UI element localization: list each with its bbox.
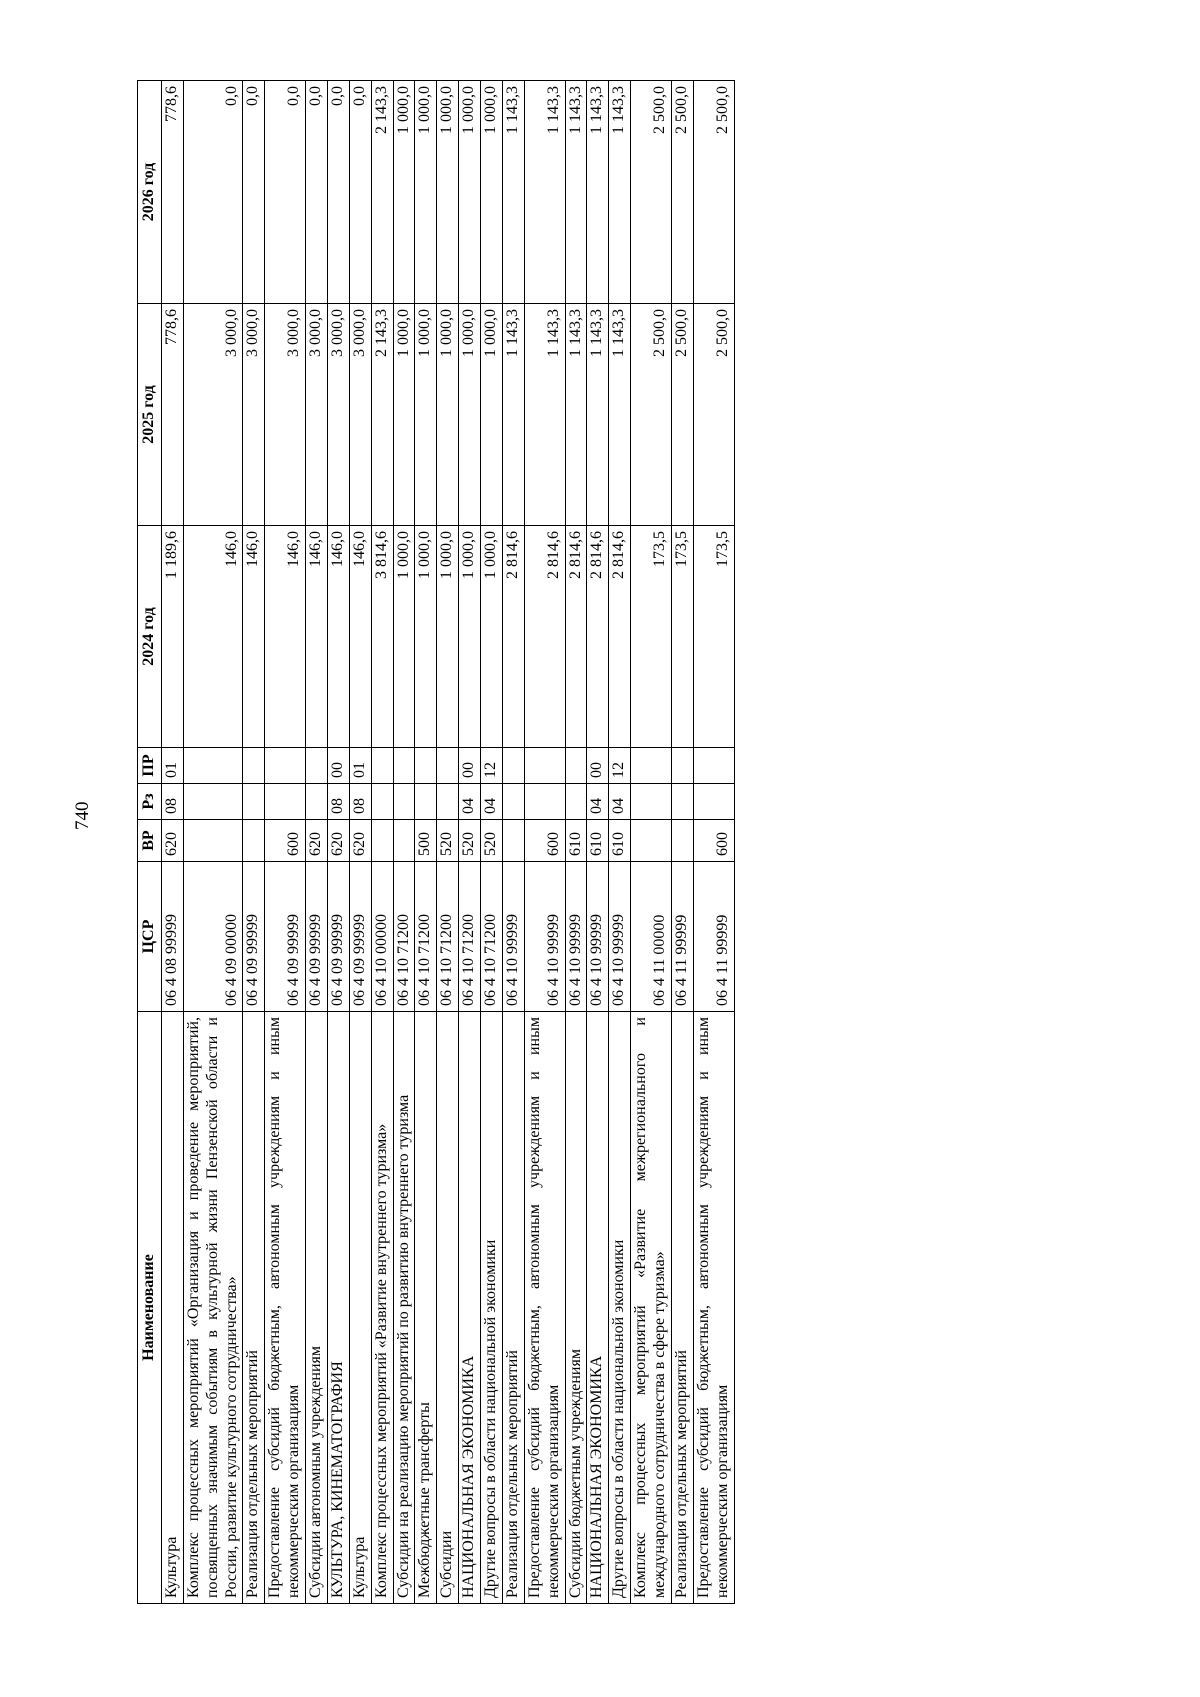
cell-vr: 620 — [349, 820, 371, 862]
cell-csr: 06 4 09 99999 — [306, 862, 328, 1012]
cell-pr — [524, 748, 565, 784]
cell-2026: 1 143,3 — [587, 81, 609, 304]
cell-2024: 1 189,6 — [161, 526, 183, 748]
cell-2024: 2 814,6 — [502, 526, 524, 748]
cell-2025: 2 500,0 — [631, 304, 672, 526]
cell-csr: 06 4 11 99999 — [693, 862, 734, 1012]
cell-vr: 620 — [161, 820, 183, 862]
header-2026: 2026 год — [138, 81, 162, 304]
cell-csr: 06 4 10 71200 — [459, 862, 481, 1012]
cell-2026: 0,0 — [327, 81, 349, 304]
cell-rz — [693, 784, 734, 820]
cell-name: Межбюджетные трансферты — [415, 1012, 437, 1604]
cell-name: Другие вопросы в области национальной экономики — [609, 1012, 631, 1604]
cell-vr — [243, 820, 265, 862]
cell-2026: 1 143,3 — [609, 81, 631, 304]
cell-2024: 1 000,0 — [459, 526, 481, 748]
cell-pr: 12 — [481, 748, 503, 784]
cell-2026: 0,0 — [349, 81, 371, 304]
cell-rz: 08 — [327, 784, 349, 820]
header-2025: 2025 год — [138, 304, 162, 526]
cell-pr: 12 — [609, 748, 631, 784]
cell-2024: 1 000,0 — [481, 526, 503, 748]
cell-2026: 2 500,0 — [693, 81, 734, 304]
cell-rz: 08 — [161, 784, 183, 820]
cell-2025: 778,6 — [161, 304, 183, 526]
cell-pr: 01 — [349, 748, 371, 784]
cell-2025: 1 143,3 — [609, 304, 631, 526]
cell-csr: 06 4 10 71200 — [481, 862, 503, 1012]
cell-pr — [693, 748, 734, 784]
cell-2025: 2 500,0 — [671, 304, 693, 526]
cell-name: Реализация отдельных мероприятий — [671, 1012, 693, 1604]
cell-2025: 1 000,0 — [459, 304, 481, 526]
cell-2025: 3 000,0 — [265, 304, 306, 526]
cell-2024: 2 814,6 — [587, 526, 609, 748]
cell-2026: 2 500,0 — [631, 81, 672, 304]
cell-2026: 0,0 — [306, 81, 328, 304]
cell-rz — [671, 784, 693, 820]
cell-name: Комплекс процессных мероприятий «Организация и проведение мероприятий, посвященных значимым событиям в культурной жизни Пензенской области и России, развитие культурного сотрудничества» — [183, 1012, 243, 1604]
cell-pr: 00 — [459, 748, 481, 784]
cell-name: Реализация отдельных мероприятий — [502, 1012, 524, 1604]
cell-vr: 600 — [265, 820, 306, 862]
cell-rz — [502, 784, 524, 820]
cell-rz: 04 — [459, 784, 481, 820]
table-header-row — [138, 81, 162, 1604]
page-number: 740 — [72, 801, 93, 830]
cell-csr: 06 4 10 99999 — [565, 862, 587, 1012]
cell-rz — [631, 784, 672, 820]
cell-rz: 08 — [349, 784, 371, 820]
cell-pr: 00 — [327, 748, 349, 784]
cell-csr: 06 4 08 99999 — [161, 862, 183, 1012]
cell-2025: 1 143,3 — [524, 304, 565, 526]
cell-csr: 06 4 09 99999 — [327, 862, 349, 1012]
table-row — [671, 81, 693, 1604]
table-row — [393, 81, 415, 1604]
cell-csr: 06 4 09 99999 — [265, 862, 306, 1012]
cell-2026: 778,6 — [161, 81, 183, 304]
table-row — [587, 81, 609, 1604]
cell-2024: 146,0 — [327, 526, 349, 748]
cell-pr — [437, 748, 459, 784]
header-vr: ВР — [138, 820, 162, 862]
cell-pr — [502, 748, 524, 784]
cell-rz — [183, 784, 243, 820]
cell-2025: 1 000,0 — [437, 304, 459, 526]
table-row — [327, 81, 349, 1604]
cell-name: НАЦИОНАЛЬНАЯ ЭКОНОМИКА — [459, 1012, 481, 1604]
cell-2024: 173,5 — [631, 526, 672, 748]
cell-vr — [631, 820, 672, 862]
table-row — [502, 81, 524, 1604]
cell-rz — [565, 784, 587, 820]
cell-pr — [371, 748, 393, 784]
cell-2024: 2 814,6 — [524, 526, 565, 748]
table-row — [565, 81, 587, 1604]
cell-2025: 3 000,0 — [327, 304, 349, 526]
cell-rz — [393, 784, 415, 820]
cell-name: Субсидии на реализацию мероприятий по развитию внутреннего туризма — [393, 1012, 415, 1604]
cell-vr: 600 — [693, 820, 734, 862]
cell-name: Культура — [161, 1012, 183, 1604]
cell-pr: 00 — [587, 748, 609, 784]
cell-csr: 06 4 10 99999 — [587, 862, 609, 1012]
cell-name: Предоставление субсидий бюджетным, автономным учреждениям и иным некоммерческим организациям — [524, 1012, 565, 1604]
cell-vr: 610 — [565, 820, 587, 862]
cell-2025: 1 000,0 — [415, 304, 437, 526]
cell-2025: 1 000,0 — [481, 304, 503, 526]
table-row — [265, 81, 306, 1604]
cell-2025: 1 143,3 — [502, 304, 524, 526]
cell-rz: 04 — [609, 784, 631, 820]
cell-vr: 520 — [437, 820, 459, 862]
table-row — [349, 81, 371, 1604]
cell-rz — [437, 784, 459, 820]
cell-csr: 06 4 10 99999 — [502, 862, 524, 1012]
cell-2025: 3 000,0 — [243, 304, 265, 526]
cell-pr — [415, 748, 437, 784]
cell-pr — [631, 748, 672, 784]
cell-vr: 600 — [524, 820, 565, 862]
cell-csr: 06 4 11 99999 — [671, 862, 693, 1012]
cell-2026: 1 000,0 — [437, 81, 459, 304]
cell-name: Предоставление субсидий бюджетным, автономным учреждениям и иным некоммерческим организациям — [693, 1012, 734, 1604]
table-row — [459, 81, 481, 1604]
cell-2024: 2 814,6 — [565, 526, 587, 748]
cell-name: Субсидии автономным учреждениям — [306, 1012, 328, 1604]
budget-table — [137, 80, 735, 1604]
cell-rz — [265, 784, 306, 820]
cell-2026: 1 000,0 — [481, 81, 503, 304]
cell-name: Реализация отдельных мероприятий — [243, 1012, 265, 1604]
cell-vr: 500 — [415, 820, 437, 862]
cell-name: Предоставление субсидий бюджетным, автономным учреждениям и иным некоммерческим организациям — [265, 1012, 306, 1604]
rotated-table-container — [137, 81, 735, 1604]
table-row — [306, 81, 328, 1604]
table-row — [183, 81, 243, 1604]
cell-rz — [415, 784, 437, 820]
cell-2024: 2 814,6 — [609, 526, 631, 748]
cell-2025: 3 000,0 — [349, 304, 371, 526]
cell-2024: 146,0 — [183, 526, 243, 748]
cell-2025: 2 143,3 — [371, 304, 393, 526]
cell-vr — [502, 820, 524, 862]
cell-2025: 3 000,0 — [183, 304, 243, 526]
cell-2026: 0,0 — [243, 81, 265, 304]
cell-pr — [183, 748, 243, 784]
cell-pr — [671, 748, 693, 784]
cell-2025: 1 143,3 — [565, 304, 587, 526]
table-row — [631, 81, 672, 1604]
cell-vr: 520 — [459, 820, 481, 862]
cell-pr — [306, 748, 328, 784]
cell-2026: 1 143,3 — [502, 81, 524, 304]
cell-pr — [243, 748, 265, 784]
cell-2024: 146,0 — [306, 526, 328, 748]
cell-2024: 1 000,0 — [437, 526, 459, 748]
cell-rz — [371, 784, 393, 820]
cell-csr: 06 4 11 00000 — [631, 862, 672, 1012]
cell-vr — [393, 820, 415, 862]
cell-pr: 01 — [161, 748, 183, 784]
cell-pr — [393, 748, 415, 784]
header-name: Наименование — [138, 1012, 162, 1604]
cell-2026: 1 143,3 — [524, 81, 565, 304]
cell-2024: 173,5 — [693, 526, 734, 748]
cell-csr: 06 4 09 99999 — [243, 862, 265, 1012]
table-row — [609, 81, 631, 1604]
cell-name: Субсидии бюджетным учреждениям — [565, 1012, 587, 1604]
cell-vr — [371, 820, 393, 862]
cell-2024: 173,5 — [671, 526, 693, 748]
cell-2024: 1 000,0 — [415, 526, 437, 748]
cell-csr: 06 4 10 99999 — [524, 862, 565, 1012]
cell-2026: 0,0 — [183, 81, 243, 304]
cell-2025: 1 143,3 — [587, 304, 609, 526]
cell-csr: 06 4 10 00000 — [371, 862, 393, 1012]
cell-vr: 610 — [587, 820, 609, 862]
cell-name: Культура — [349, 1012, 371, 1604]
table-row — [161, 81, 183, 1604]
cell-csr: 06 4 09 99999 — [349, 862, 371, 1012]
table-row — [693, 81, 734, 1604]
cell-2026: 1 000,0 — [459, 81, 481, 304]
cell-2026: 1 143,3 — [565, 81, 587, 304]
cell-rz: 04 — [481, 784, 503, 820]
cell-vr: 520 — [481, 820, 503, 862]
cell-2024: 146,0 — [349, 526, 371, 748]
table-row — [371, 81, 393, 1604]
cell-csr: 06 4 10 71200 — [415, 862, 437, 1012]
cell-csr: 06 4 10 71200 — [393, 862, 415, 1012]
cell-name: Комплекс процессных мероприятий «Развитие межрегионального и международного сотрудничества в сфере туризма» — [631, 1012, 672, 1604]
cell-name: НАЦИОНАЛЬНАЯ ЭКОНОМИКА — [587, 1012, 609, 1604]
table-row — [415, 81, 437, 1604]
header-csr: ЦСР — [138, 862, 162, 1012]
cell-2024: 146,0 — [243, 526, 265, 748]
cell-rz: 04 — [587, 784, 609, 820]
table-row — [437, 81, 459, 1604]
cell-csr: 06 4 09 00000 — [183, 862, 243, 1012]
cell-name: Субсидии — [437, 1012, 459, 1604]
cell-2026: 0,0 — [265, 81, 306, 304]
cell-vr: 610 — [609, 820, 631, 862]
cell-name: Другие вопросы в области национальной экономики — [481, 1012, 503, 1604]
table-row — [481, 81, 503, 1604]
header-rz: Рз — [138, 784, 162, 820]
cell-vr — [671, 820, 693, 862]
cell-2025: 3 000,0 — [306, 304, 328, 526]
cell-rz — [306, 784, 328, 820]
table-body — [161, 81, 734, 1604]
cell-vr — [183, 820, 243, 862]
cell-2024: 1 000,0 — [393, 526, 415, 748]
cell-name: Комплекс процессных мероприятий «Развитие внутреннего туризма» — [371, 1012, 393, 1604]
cell-2026: 1 000,0 — [415, 81, 437, 304]
cell-2024: 146,0 — [265, 526, 306, 748]
cell-vr: 620 — [327, 820, 349, 862]
table-row — [243, 81, 265, 1604]
cell-vr: 620 — [306, 820, 328, 862]
cell-2025: 2 500,0 — [693, 304, 734, 526]
cell-pr — [265, 748, 306, 784]
header-pr: ПР — [138, 748, 162, 784]
cell-2026: 2 143,3 — [371, 81, 393, 304]
cell-2025: 1 000,0 — [393, 304, 415, 526]
cell-pr — [565, 748, 587, 784]
cell-rz — [524, 784, 565, 820]
table-row — [524, 81, 565, 1604]
cell-2026: 1 000,0 — [393, 81, 415, 304]
cell-name: КУЛЬТУРА, КИНЕМАТОГРАФИЯ — [327, 1012, 349, 1604]
cell-csr: 06 4 10 99999 — [609, 862, 631, 1012]
cell-2026: 2 500,0 — [671, 81, 693, 304]
header-2024: 2024 год — [138, 526, 162, 748]
cell-2024: 3 814,6 — [371, 526, 393, 748]
cell-csr: 06 4 10 71200 — [437, 862, 459, 1012]
cell-rz — [243, 784, 265, 820]
